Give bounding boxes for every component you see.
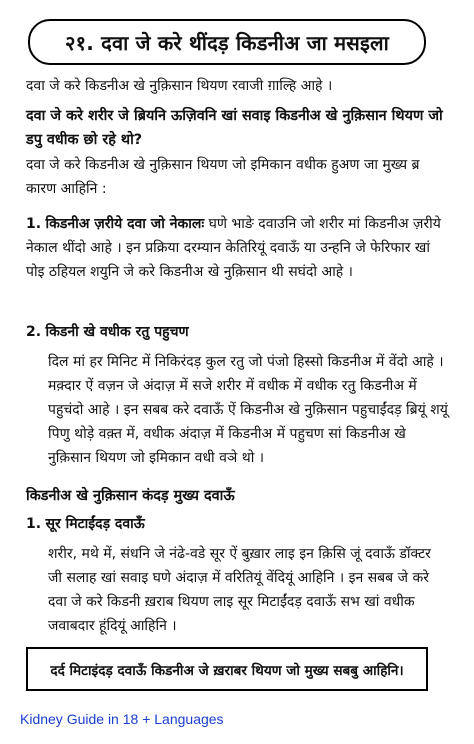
drugs-heading-text: किडनीअ खे नुक़िसान कंदड़ मुख्य दवाऊँ: [26, 488, 235, 504]
reason-1-text: घणे भाङे दवाउनि जो शरीर मां किडनीअ ज़रीये नेकाल थींदो आहे । इन प्रक्रिया दरम्यान केतिरियूं दवाऊँ या उन्हनि जे फेरिफार खां पोइ ठहियल शयुनि जे करे किडनीअ खे नुक़िसान थी सघंदो आहे ।: [26, 216, 441, 280]
reason-2-heading: किडनी खे वधीक रतु पहुचण: [45, 324, 189, 340]
question-text: दवा जे करे शरीर जे ब्रियनि ऊज़िवनि खां सवाइ किडनीअ खे नुक़िसान थियण जो डपु वधीक छो रहे थो?: [26, 108, 443, 148]
intro-text: दवा जे करे किडनीअ खे नुक़िसान थियण रवाजी ग़ाल्हि आहे ।: [26, 78, 333, 94]
reason-2-text: दिल मां हर मिनिट में निकिरंदड़ कुल रतु जो पंजो हिस्सो किडनीअ में वेंदो आहे । मक़्दार ऐं वज़न जे अंदाज़ में सजे शरीर में वधीक में वधीक रतु किडनीअ में पहुचंदो आहे । इन सबब करे दवाऊँ ऐं किडनीअ खे नुक़िसान पहुचाईंदड़ ब्रियूं शयूं पिणु थोड़े वक़्त में, वधीक अंदाज़ में किडनीअ में पहुचण सां किडनीअ खे नुक़िसान थियण जो इमिकान वधी वञे थो ।: [48, 354, 448, 466]
reason-2-number: 2.: [26, 324, 42, 340]
drug-1-number: 1.: [26, 516, 42, 532]
drugs-heading: [26, 484, 448, 508]
question-heading: [26, 104, 448, 152]
reason-1-heading: किडनीअ ज़रीये दवा जो नेकालः: [45, 216, 205, 232]
reason-item-2: [26, 320, 448, 470]
chapter-title: २१. दवा जे करे थींदड़ किडनीअ जा मसइला: [28, 19, 426, 65]
reason-item-1: [26, 212, 448, 284]
drug-1-heading: सूर मिटाईंदड़ दवाऊँ: [45, 516, 145, 532]
reasons-intro-text: दवा जे करे किडनीअ खे नुक़िसान थियण जो इमिकान वधीक हुअण जा मुख्य ब्र कारण आहिनि :: [26, 157, 420, 197]
footer-link[interactable]: Kidney Guide in 18 + Languages: [20, 711, 224, 727]
reason-1-number: 1.: [26, 216, 42, 232]
intro-paragraph: [26, 74, 448, 98]
drug-item-1: [26, 512, 448, 638]
note-box: दर्द मिटाइंदड़ दवाऊँ किडनीअ जे ख़राबर थियण जो मुख्य सबबु आहिनि।: [26, 647, 428, 691]
reasons-intro: [26, 153, 448, 201]
drug-1-text: शरीर, मथे में, संधनि जे नंढे-वडे सूर ऐं बुख़ार लाइ इन क़िसि जूं दवाऊँ डॉक्टर जी सलाह खां सवाइ घणे अंदाज़ में वरितियूं वेंदियूं आहिनि । इन सबब जे करे दवा जे करे किडनी ख़राब थियण लाइ सूर मिटाईंदड़ दवाऊँ सभ खां वधीक जवाबदार हूंदियूं आहिनि ।: [48, 546, 431, 634]
